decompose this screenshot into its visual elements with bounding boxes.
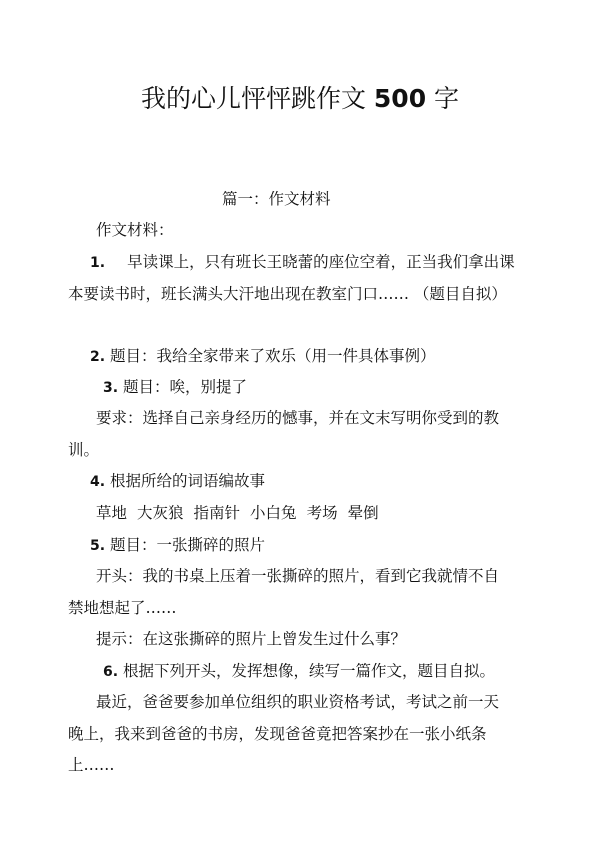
- word-item: 大灰狼: [137, 504, 184, 522]
- section-heading: 篇一：作文材料: [222, 190, 331, 208]
- item-3-number: 3.: [103, 380, 119, 396]
- title-text: 我的心儿怦怦跳作文: [140, 84, 366, 113]
- title-suffix: 字: [434, 84, 460, 113]
- requirement-line-1: 要求：选择自己亲身经历的憾事，并在文末写明你受到的教: [96, 409, 500, 427]
- word-list: [96, 503, 389, 523]
- item-6-text: 根据下列开头，发挥想像，续写一篇作文，题目自拟。: [123, 662, 496, 680]
- hint-text: 提示：在这张撕碎的照片上曾发生过什么事？: [96, 630, 407, 648]
- word-item: 指南针: [193, 504, 241, 522]
- item-1-line-2: 本要读书时，班长满头大汗地出现在教室门口…… （题目自拟）: [68, 285, 507, 303]
- item-6-number: 6.: [103, 664, 119, 680]
- item-2-text: 题目：我给全家带来了欢乐（用一件具体事例）: [110, 347, 436, 365]
- item-6: [103, 661, 495, 682]
- title-number: 500: [373, 84, 427, 113]
- story-line-1: 最近，爸爸要参加单位组织的职业资格考试，考试之前一天: [96, 693, 500, 711]
- item-3-text: 题目：唉，别提了: [123, 378, 248, 396]
- item-5: [90, 535, 265, 556]
- item-2: [90, 346, 436, 367]
- item-5-number: 5.: [90, 538, 106, 554]
- item-5-text: 题目：一张撕碎的照片: [110, 536, 266, 554]
- story-line-3: 上……: [68, 756, 115, 774]
- item-3: [103, 377, 247, 398]
- opening-line-1: 开头：我的书桌上压着一张撕碎的照片，看到它我就情不自: [96, 567, 500, 585]
- story-line-2: 晚上，我来到爸爸的书房，发现爸爸竟把答案抄在一张小纸条: [68, 725, 487, 743]
- item-1-line-1: [90, 252, 515, 273]
- word-item: 考场: [306, 504, 338, 522]
- item-1-number: 1.: [90, 255, 106, 271]
- opening-line-2: 禁地想起了……: [68, 599, 177, 617]
- item-4-number: 4.: [90, 474, 106, 490]
- item-2-number: 2.: [90, 349, 106, 365]
- word-item: 草地: [96, 504, 128, 522]
- item-4-text: 根据所给的词语编故事: [110, 472, 266, 490]
- page-title: [0, 83, 600, 115]
- item-1-text: 早读课上，只有班长王晓蕾的座位空着，正当我们拿出课: [127, 253, 515, 271]
- word-item: 小白兔: [250, 504, 297, 522]
- word-item: 晕倒: [347, 504, 379, 522]
- materials-label: 作文材料：: [96, 221, 174, 239]
- requirement-line-2: 训。: [68, 441, 100, 459]
- item-4: [90, 471, 265, 492]
